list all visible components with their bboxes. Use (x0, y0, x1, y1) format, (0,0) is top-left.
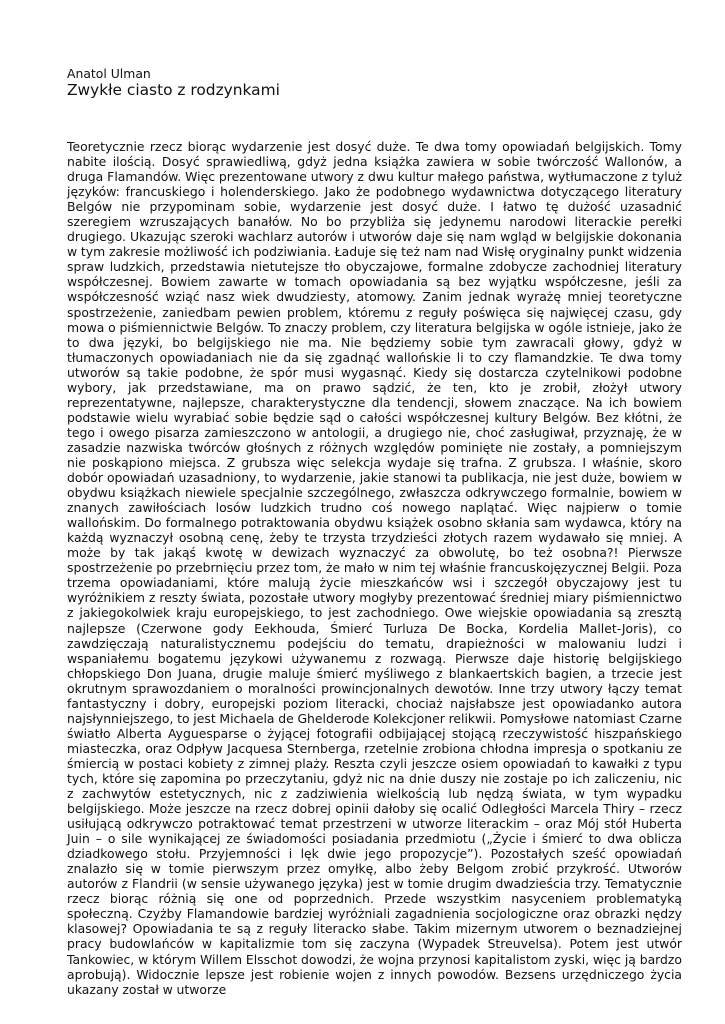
document-page (67, 66, 682, 997)
author-name: Anatol Ulman (67, 66, 151, 81)
body-paragraph: Teoretycznie rzecz biorąc wydarzenie jest dosyć duże. Te dwa tomy opowiadań belgijskich. Tomy nabite ilością. Dosyć sprawiedliwą, gdyż jedna książka zawiera w sobie twórczość Wallonów, a druga Flamandów. Więc prezentowane utwory z dwu kultur małego państwa, wytłumaczone z tyluż języków: francuskiego i holenderskiego. Jako że podobnego wydawnictwa dotyczącego literatury Belgów nie przypominam sobie, wydarzenie jest dosyć duże. I łatwo tę dużość uzasadnić szeregiem wzruszających banałów. No bo przybliża się jedynemu narodowi literackie perełki drugiego. Ukazując szeroki wachlarz autorów i utworów daje się nam wgląd w belgijskie dokonania w tym zakresie możliwość ich podziwiania. Ładuje się też nam nad Wisłę oryginalny punkt widzenia spraw ludzkich, przedstawia nietutejsze tło obyczajowe, formalne zdobycze zachodniej literatury współczesnej. Bowiem zawarte w tomach opowiadania są bez wyjątku współczesne, jeśli za współczesność wziąć nasz wiek dwudziesty, atomowy. Zanim jednak wyrażę mniej teoretyczne spostrzeżenie, zaniedbam pewien problem, któremu z reguły poświęca się najwięcej czasu, gdy mowa o piśmiennictwie Belgów. To znaczy problem, czy literatura belgijska w ogóle istnieje, jako że to dwa języki, bo belgijskiego nie ma. Nie będziemy sobie tym zawracali głowy, gdyż w tłumaczonych opowiadaniach nie da się zgadnąć wallońskie li to czy flamandzkie. Te dwa tomy utworów są takie podobne, że spór musi wygasnąć. Kiedy się dostarcza czytelnikowi podobne wybory, jak przedstawiane, ma on prawo sądzić, że ten, kto je zrobił, złożył utwory reprezentatywne, najlepsze, charakterystyczne dla tendencji, słowem znaczące. Na ich bowiem podstawie wielu wyrabiać sobie będzie sąd o całości współczesnej kultury Belgów. Bez kłótni, że tego i owego pisarza zamieszczono w antologii, a drugiego nie, choć zasługiwał, przyznaję, że w zasadzie nazwiska twórców głośnych z różnych względów pominięte nie zostały, a pomniejszym nie poskąpiono miejsca. Z grubsza więc selekcja wydaje się trafna. Z grubsza. I właśnie, skoro dobór opowiadań uzasadniony, to wydarzenie, jakie stanowi ta publikacja, nie jest duże, bowiem w obydwu książkach niewiele specjalnie szczególnego, zwłaszcza odkrywczego formalnie, bowiem w znanych zawiłościach losów ludzkich trudno coś nowego naplątać. Więc najpierw o tomie wallońskim. Do formalnego potraktowania obydwu książek osobno skłania sam wydawca, który na każdą wyznaczył osobną cenę, żeby te trzysta trzydzieści złotych razem wydawało się mniej. A może by tak jakąś kwotę w dewizach wyznaczyć za obwolutę, bo też osobna?! Pierwsze spostrzeżenie po przebrnięciu przez tom, że mało w nim tej właśnie francuskojęzycznej Belgii. Poza trzema opowiadaniami, które malują życie mieszkańców wsi i szczegół obyczajowy jest tu wyróżnikiem z reszty świata, pozostałe utwory mogłyby prezentować średniej miary piśmiennictwo z jakiegokolwiek kraju europejskiego, to jest zachodniego. Owe wiejskie opowiadania są zresztą najlepsze (Czerwone gody Eekhouda, Śmierć Turluza De Bocka, Kordelia Mallet-Joris), co zawdzięczają naturalistycznemu podejściu do tematu, drapieżności w malowaniu ludzi i wspaniałemu bogatemu językowi używanemu z rozwagą. Pierwsze daje historię belgijskiego chłopskiego Don Juana, drugie maluje śmierć myśliwego z blankaertskich bagien, a trzecie jest okrutnym sprawozdaniem o moralności prowincjonalnych dewotów. Inne trzy utwory łączy temat fantastyczny i dobry, europejski poziom literacki, chociaż najsłabsze jest opowiadanko autora najsłynniejszego, to jest Michaela de Ghelderode Kolekcjoner relikwii. Pomysłowe natomiast Czarne światło Alberta Ayguesparse o żyjącej fotografii odbijającej stojącą rzeczywistość hiszpańskiego miasteczka, oraz Odpływ Jacquesa Sternberga, rzetelnie zrobiona chłodna impresja o spotkaniu ze śmiercią w postaci kobiety z zimnej plaży. Reszta czyli jeszcze osiem opowiadań to kawałki z typu tych, które się zapomina po przeczytaniu, gdyż nic na dnie duszy nie zostaje po ich zaliczeniu, nic z zachwytów estetycznych, nic z zadziwienia wielkością lub nędzą świata, w tym wypadku belgijskiego. Może jeszcze na rzecz dobrej opinii dałoby się ocalić Odległości Marcela Thiry – rzecz usiłującą odkrywczo potraktować temat przestrzeni w utworze literackim – oraz Mój stół Huberta Juin – o sile wynikającej ze świadomości posiadania przedmiotu („Życie i śmierć to dwa oblicza dziadkowego stołu. Przyjemności i lęk dwie jego propozycje”). Pozostałych sześć opowiadań znalazło się w tomie pierwszym przez omyłkę, albo żeby Belgom zrobić przykrość. Utworów autorów z Flandrii (w sensie używanego języka) jest w tomie drugim dwadzieścia trzy. Tematycznie rzecz biorąc różnią się one od poprzednich. Przede wszystkim nasyceniem problematyką społeczną. Czyżby Flamandowie bardziej wyróżniali zagadnienia socjologiczne oraz obrazki nędzy klasowej? Opowiadania te są z reguły literacko słabe. Takim mizernym utworem o beznadziejnej pracy budowlańców w kapitalizmie tom się zaczyna (Wypadek Streuvelsa). Potem jest utwór Tankowiec, w którym Willem Elsschot dowodzi, że wojna przynosi kapitalistom zyski, więc ją bardzo aprobują). Widocznie lepsze jest robienie wojen z innych powodów. Bezsens urzędniczego życia ukazany został w utworze (67, 139, 682, 997)
document-title: Zwykłe ciasto z rodzynkami (67, 81, 280, 99)
